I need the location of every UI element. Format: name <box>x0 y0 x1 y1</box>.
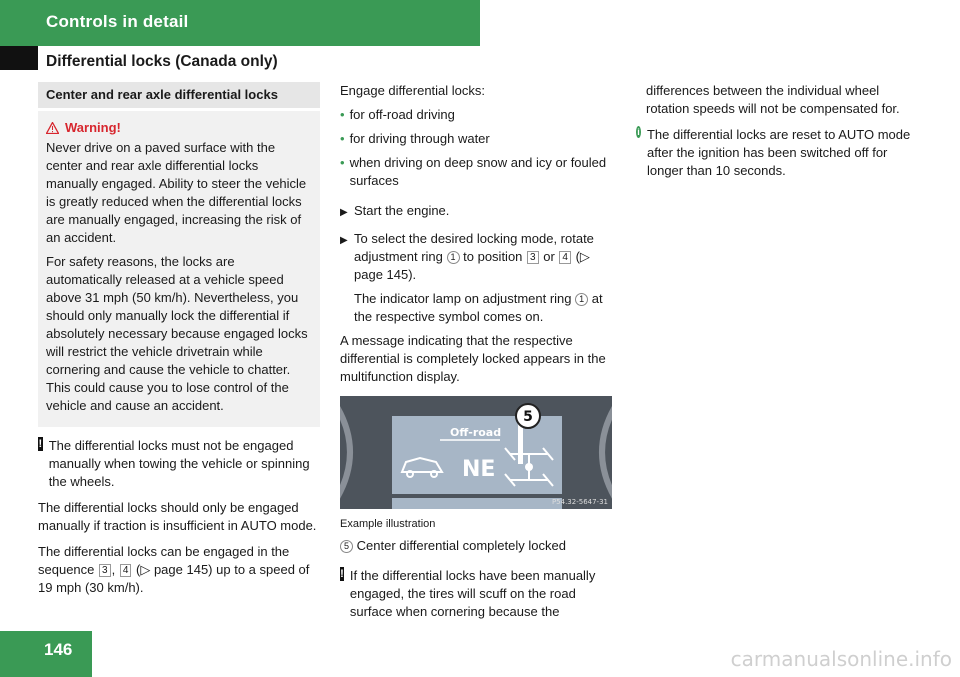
column-1 <box>38 82 320 597</box>
position-4-marker: 4 <box>559 251 571 264</box>
message-paragraph: A message indicating that the respective differential is completely locked appears in the multifunction display. <box>340 333 606 384</box>
step-2-sub <box>354 290 616 326</box>
step-2-mid: to position <box>463 249 523 264</box>
page-reference: (▷ page 145) <box>136 562 213 577</box>
warning-title-text: Warning! <box>65 120 121 135</box>
bullet-2-text: for driving through water <box>349 131 490 146</box>
warning-title <box>46 119 312 137</box>
position-3-marker: 3 <box>527 251 539 264</box>
instrument-display-figure <box>340 396 612 509</box>
paragraph-2 <box>38 543 320 597</box>
bullet-dot: • <box>340 155 345 170</box>
page-reference: (▷ page 145). <box>354 249 590 282</box>
warning-paragraph-2: For safety reasons, the locks are automatically released at a vehicle speed above 31 mph (50 km/h). Nevertheless, you should only manually lock the differential if absolutely necessary because engaged locks will restrict the vehicle drivetrain while cornering and cause the vehicle to chatter. This could cause you to lose control of the vehicle and cause an accident. <box>46 254 308 413</box>
paragraph-2-pre: The differential locks can be engaged in the sequence <box>38 544 290 577</box>
position-4-marker: 4 <box>120 564 132 577</box>
continued-text: differences between the individual wheel rotation speeds will not be compensated for. <box>646 83 900 116</box>
figure-code: P54.32-5647-31 <box>551 498 608 506</box>
bullet-2 <box>340 130 616 148</box>
note-2 <box>340 567 616 621</box>
engage-intro: Engage differential locks: <box>340 83 486 98</box>
step-2-pre: To select the desired locking mode, rotate adjustment ring <box>354 231 594 264</box>
step-2-sub-pre: The indicator lamp on adjustment ring <box>354 291 572 306</box>
section-header: Controls in detail <box>46 12 189 31</box>
note-2-text: If the differential locks have been manually engaged, the tires will scuff on the road surface when cornering because the <box>349 568 596 619</box>
legend-5-marker: 5 <box>340 540 353 553</box>
bullet-1 <box>340 106 616 124</box>
step-2 <box>340 230 616 326</box>
caution-icon: ! <box>38 438 43 450</box>
column-2 <box>340 82 616 621</box>
step-2-sub-post: at the respective symbol comes on. <box>354 291 603 324</box>
column-3 <box>636 82 916 180</box>
page-number: 146 <box>44 640 73 659</box>
legend-item <box>340 537 616 555</box>
adjustment-ring-marker: 1 <box>575 293 588 306</box>
page-title: Differential locks (Canada only) <box>46 53 278 70</box>
separator: , <box>111 562 116 577</box>
subheading: Center and rear axle differential locks <box>38 82 320 108</box>
bullet-3 <box>340 154 616 190</box>
note-1 <box>38 437 320 491</box>
position-3-marker: 3 <box>99 564 111 577</box>
note-1-text: The differential locks must not be engaged manually when towing the vehicle or spinning the wheels. <box>48 438 310 489</box>
step-arrow-icon: ▶ <box>340 207 348 218</box>
bullet-dot: • <box>340 131 345 146</box>
info-note <box>636 126 916 180</box>
legend-text: Center differential completely locked <box>356 538 566 553</box>
step-1-text: Start the engine. <box>354 203 450 218</box>
warning-triangle-icon <box>46 122 59 134</box>
watermark: carmanualsonline.info <box>730 647 952 671</box>
adjustment-ring-marker: 1 <box>447 251 460 264</box>
paragraph-1: The differential locks should only be engaged manually if traction is insufficient in AUTO mode. <box>38 500 317 533</box>
callout-5-label: 5 <box>523 409 533 425</box>
bullet-1-text: for off-road driving <box>349 107 455 122</box>
header-tab-marker <box>0 46 38 70</box>
display-illustration <box>340 396 612 509</box>
warning-box <box>38 111 320 427</box>
step-arrow-icon: ▶ <box>340 235 348 246</box>
paragraph-2-post: up to a speed of 19 mph (30 km/h). <box>38 562 310 595</box>
bullet-3-text: when driving on deep snow and icy or fouled surfaces <box>349 155 607 188</box>
figure-caption: Example illustration <box>340 518 436 530</box>
info-icon: i <box>637 127 640 137</box>
display-code: NE <box>462 457 496 482</box>
step-2-or: or <box>543 249 555 264</box>
caution-icon: ! <box>340 568 344 580</box>
step-2-text <box>354 230 616 326</box>
info-text: The differential locks are reset to AUTO mode after the ignition has been switched off for longer than 10 seconds. <box>646 127 911 178</box>
warning-paragraph-1: Never drive on a paved surface with the center and rear axle differential locks manually engaged. Ability to steer the vehicle is greatly reduced when the differential locks are manually engaged, increasing the risk of an accident. <box>46 140 307 245</box>
step-1 <box>340 202 616 222</box>
bullet-dot: • <box>340 107 345 122</box>
display-title: Off-road <box>450 426 502 439</box>
